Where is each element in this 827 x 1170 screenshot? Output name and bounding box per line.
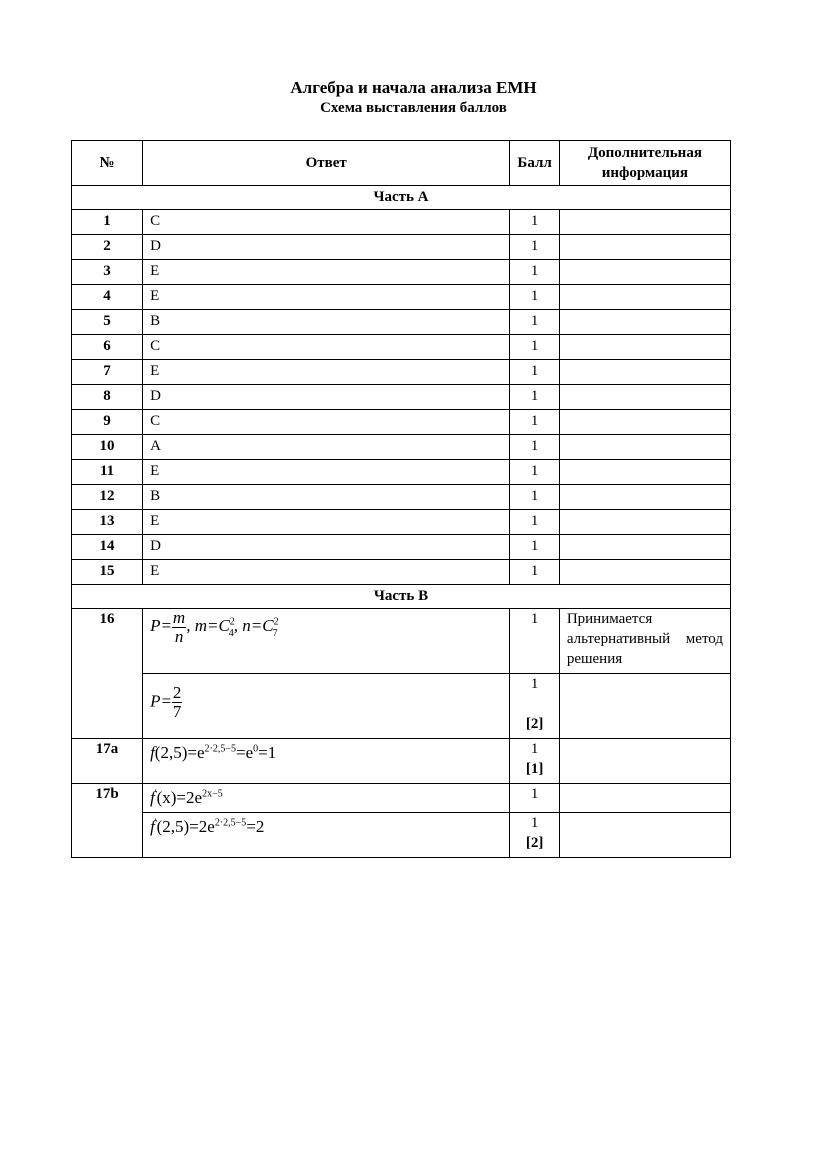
answer: E <box>143 360 510 385</box>
header-number: № <box>72 141 143 186</box>
points: 1 <box>510 460 559 485</box>
answer-formula: $f(2,5)=e^{2\cdot 2,5-5}=e^0=1$ <box>143 739 510 784</box>
points: 1 [1] <box>510 739 559 784</box>
table-row <box>72 385 731 410</box>
question-number: 6 <box>72 335 143 360</box>
additional-info <box>559 385 730 410</box>
points: 1 <box>510 410 559 435</box>
additional-info: Принимается альтернативный метод решения <box>559 609 730 674</box>
points: 1 [2] <box>510 674 559 739</box>
table-row <box>72 485 731 510</box>
table-row <box>72 560 731 585</box>
question-number: 7 <box>72 360 143 385</box>
points: 1 <box>510 235 559 260</box>
answer: B <box>143 310 510 335</box>
answer-formula: P= $\frac{2}{7}$ <box>143 674 510 739</box>
question-number: 2 <box>72 235 143 260</box>
document-subtitle: Схема выставления баллов <box>320 100 507 116</box>
section-part-b: Часть В <box>72 585 731 609</box>
points: 1 <box>510 260 559 285</box>
points: 1 <box>510 385 559 410</box>
additional-info <box>559 310 730 335</box>
question-number: 17b <box>72 784 143 858</box>
question-number: 9 <box>72 410 143 435</box>
answer-formula: P= $\frac{m}{n}$ , $m=C^2_4$, $n=C^2_7$ <box>143 609 510 674</box>
additional-info <box>559 560 730 585</box>
table-row <box>72 510 731 535</box>
points: 1 <box>510 210 559 235</box>
additional-info <box>559 435 730 460</box>
answer: D <box>143 535 510 560</box>
table-row <box>72 260 731 285</box>
additional-info <box>559 460 730 485</box>
answer: C <box>143 210 510 235</box>
document-title: Алгебра и начала анализа ЕМН <box>290 78 537 97</box>
answer: E <box>143 285 510 310</box>
header-answer: Ответ <box>143 141 510 186</box>
table-row <box>72 435 731 460</box>
answer: B <box>143 485 510 510</box>
table-row <box>72 360 731 385</box>
question-number: 17a <box>72 739 143 784</box>
additional-info <box>559 360 730 385</box>
question-number: 15 <box>72 560 143 585</box>
answer: D <box>143 385 510 410</box>
additional-info <box>559 285 730 310</box>
question-number: 12 <box>72 485 143 510</box>
additional-info <box>559 235 730 260</box>
question-number: 14 <box>72 535 143 560</box>
points: 1 <box>510 510 559 535</box>
points: 1 <box>510 310 559 335</box>
points: 1 <box>510 335 559 360</box>
additional-info <box>559 510 730 535</box>
additional-info <box>559 410 730 435</box>
points: 1 <box>510 435 559 460</box>
answer: C <box>143 335 510 360</box>
table-row <box>72 460 731 485</box>
additional-info <box>559 535 730 560</box>
header-info: Дополнительная информация <box>559 141 730 186</box>
answer: E <box>143 560 510 585</box>
table-row <box>72 285 731 310</box>
answer: A <box>143 435 510 460</box>
additional-info <box>559 210 730 235</box>
answer: E <box>143 260 510 285</box>
question-number: 11 <box>72 460 143 485</box>
additional-info <box>559 260 730 285</box>
table-row <box>72 335 731 360</box>
answer-formula: $f'(x)=2e^{2x-5}$ <box>143 784 510 813</box>
table-row <box>72 235 731 260</box>
points: 1 <box>510 360 559 385</box>
additional-info <box>559 485 730 510</box>
question-number: 4 <box>72 285 143 310</box>
question-number: 5 <box>72 310 143 335</box>
answer: E <box>143 510 510 535</box>
points: 1 <box>510 560 559 585</box>
question-number: 10 <box>72 435 143 460</box>
header-points: Балл <box>510 141 559 186</box>
answer-formula: $f'(2,5)=2e^{2\cdot 2,5-5}=2$ <box>143 813 510 858</box>
points: 1 <box>510 609 559 674</box>
table-row <box>72 410 731 435</box>
question-number: 1 <box>72 210 143 235</box>
answer: D <box>143 235 510 260</box>
points: 1 <box>510 535 559 560</box>
table-row <box>72 310 731 335</box>
section-part-a: Часть А <box>72 186 731 210</box>
question-number: 8 <box>72 385 143 410</box>
points: 1 [2] <box>510 813 559 858</box>
answer: C <box>143 410 510 435</box>
additional-info <box>559 335 730 360</box>
points: 1 <box>510 485 559 510</box>
table-row <box>72 535 731 560</box>
points: 1 <box>510 285 559 310</box>
question-number: 13 <box>72 510 143 535</box>
points: 1 <box>510 784 559 813</box>
question-number: 16 <box>72 609 143 739</box>
answer: E <box>143 460 510 485</box>
question-number: 3 <box>72 260 143 285</box>
scoring-table <box>71 140 731 858</box>
table-row <box>72 210 731 235</box>
